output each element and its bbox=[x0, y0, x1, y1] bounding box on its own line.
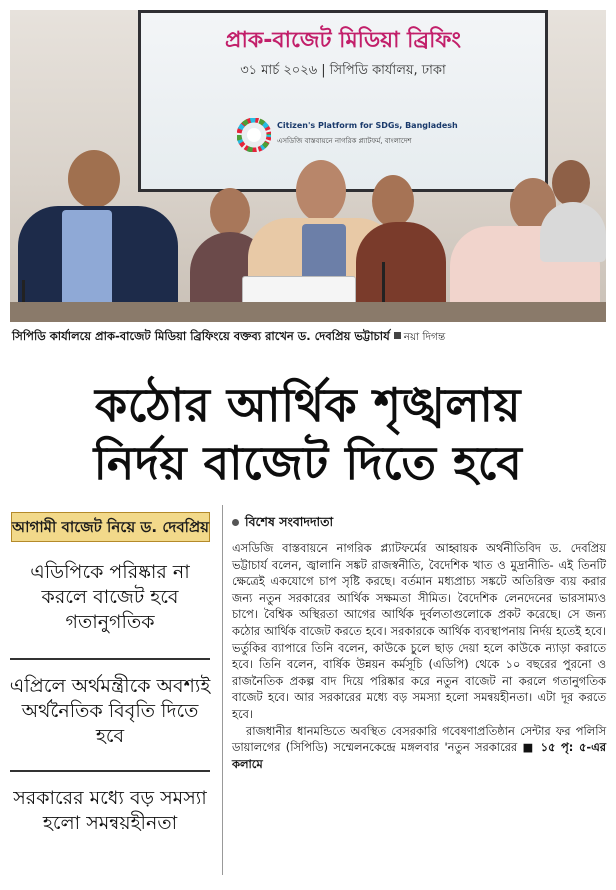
photo-credit: নয়া দিগন্ত bbox=[403, 331, 446, 343]
bullet-icon bbox=[232, 519, 239, 526]
microphone bbox=[382, 262, 385, 306]
continued-link-text: ১৫ পৃ: ৫-এর কলামে bbox=[232, 740, 607, 771]
headline-line-2: নির্দয় বাজেট দিতে হবে bbox=[93, 436, 523, 490]
briefing-photo bbox=[10, 10, 606, 322]
divider bbox=[10, 770, 210, 772]
article-paragraph: এসডিজি বাস্তবায়নে নাগরিক প্ল্যাটফর্মের আহ্বায়ক অর্থনীতিবিদ ড. দেবপ্রিয় ভট্টাচার্য বলেন, জ্বালানি সঙ্কট রাজস্বনীতি, বৈদেশিক খাত ও মুদ্রানীতি- এই তিনটি ক্ষেত্রেই একযোগে চাপ সৃষ্টি করছে। বর্তমান মধ্যপ্রাচ্য সঙ্কটে অতিরিক্ত ব্যয় করার জন্য নতুন সরকারের আর্থিক সক্ষমতা সীমিত। বৈদেশিক লেনদেনের ভারসাম্যও চাপে। বৈশ্বিক অস্থিরতা আগের আর্থিক দুর্বলতাগুলোকে প্রকট করেছে। সে জন্য কঠোর আর্থিক বাজেট করতে হবে। সরকারকে আর্থিক ব্যবস্থাপনায় নির্দয় হতেই হবে। ভর্তুকির ব্যাপারে তিনি বলেন, কাউকে চুলে ছাড় দেয়া হলে কাউকে ন্যাড়া করাতে হবে। তিনি বলেন, বার্ষিক উন্নয়ন কর্মসূচি (এডিপি) থেকে ১০ বছরের পুরনো ও রাজনৈতিক প্রকল্প বাদ দিয়ে পরিষ্কার করে নতুন বাজেট না করলে গতানুগতিক বাজেট হবে। আর সরকারের মধ্যে বড় সমস্যা হলো সমন্বয়হীনতা। এটা দূর করতে হবে। bbox=[232, 541, 606, 721]
photo-caption bbox=[12, 328, 445, 347]
sidebar-tag: আগামী বাজেট নিয়ে ড. দেবপ্রিয় bbox=[11, 512, 210, 542]
sdg-wheel-logo bbox=[237, 118, 271, 152]
article-paragraph-text: রাজধানীর ধানমন্ডিতে অবস্থিত বেসরকারি গবেষণাপ্রতিষ্ঠান সেন্টার ফর পলিসি ডায়ালগের (সিপিডি) সম্মেলনকেন্দ্রে মঙ্গলবার 'নতুন সরকারের bbox=[232, 723, 606, 755]
caption-text: সিপিডি কার্যালয়ে প্রাক-বাজেট মিডিয়া ব্রিফিংয়ে বক্তব্য রাখেন ড. দেবপ্রিয় ভট্টাচার্য bbox=[12, 329, 390, 343]
screen-org-name-bn: এসডিজি বাস্তবায়নে নাগরিক প্ল্যাটফর্ম, বাংলাদেশ bbox=[277, 137, 412, 145]
headline-line-1: কঠোর আর্থিক শৃঙ্খলায় bbox=[95, 378, 521, 432]
table bbox=[10, 302, 606, 322]
byline-text: বিশেষ সংবাদদাতা bbox=[245, 514, 334, 529]
continued-link[interactable]: ■ ১৫ পৃ: ৫-এর কলামে bbox=[232, 740, 607, 771]
byline bbox=[232, 514, 333, 534]
pull-quote: এপ্রিলে অর্থমন্ত্রীকে অবশ্যই অর্থনৈতিক বিবৃতি দিতে হবে bbox=[9, 675, 211, 747]
screen-date: ৩১ মার্চ ২০২৬ | সিপিডি কার্যালয়, ঢাকা bbox=[240, 63, 446, 78]
article-body bbox=[232, 540, 606, 772]
column-divider bbox=[222, 505, 223, 875]
article-paragraph bbox=[232, 723, 606, 773]
screen-org-name: Citizen's Platform for SDGs, Bangladesh bbox=[277, 121, 458, 130]
screen-title: প্রাক-বাজেট মিডিয়া ব্রিফিং bbox=[225, 28, 461, 53]
pull-quote: সরকারের মধ্যে বড় সমস্যা হলো সমন্বয়হীনতা bbox=[13, 787, 207, 834]
divider bbox=[10, 658, 210, 660]
projection-screen bbox=[138, 10, 548, 192]
square-bullet-icon bbox=[394, 332, 401, 339]
pull-quote: এডিপিকে পরিষ্কার না করলে বাজেট হবে গতানুগতিক bbox=[30, 561, 190, 633]
